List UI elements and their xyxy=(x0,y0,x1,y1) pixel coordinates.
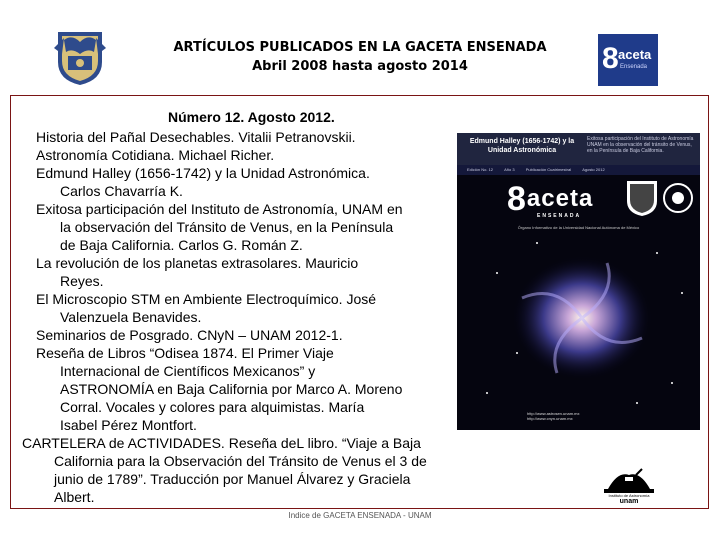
cover-subtitle: Órgano Informativo de la Universidad Nacional Autónoma de México xyxy=(517,225,640,230)
article-entry xyxy=(28,344,498,434)
footer-text: Indice de GACETA ENSENADA - UNAM xyxy=(288,511,432,520)
cover-url: http://www.astrosen.unam.mx xyxy=(527,411,580,416)
article-entry xyxy=(28,128,498,146)
article-line: la observación del Tránsito de Venus, en la Península xyxy=(60,219,394,235)
cover-urls xyxy=(527,411,579,421)
instituto-astronomia-logo xyxy=(598,465,660,509)
article-entry xyxy=(28,254,498,290)
observatory-icon xyxy=(598,465,660,495)
article-entry xyxy=(28,200,498,254)
article-line: El Microscopio STM en Ambiente Electroquímico. José xyxy=(36,291,377,307)
gaceta-logo-sub: Ensenada xyxy=(620,64,648,70)
article-line: Valenzuela Benavides. xyxy=(60,309,202,325)
cover-band-item: Publicación Cuatrimestral xyxy=(525,167,572,172)
article-entry xyxy=(28,164,498,200)
article-line: ASTRONOMÍA en Baja California por Marco A. Moreno xyxy=(60,381,403,397)
article-line: de Baja California. Carlos G. Román Z. xyxy=(60,237,303,253)
issue-title: Número 12. Agosto 2012. xyxy=(168,109,335,125)
cartelera-line: California para la Observación del Tránsito de Venus el 3 de xyxy=(54,453,427,469)
cover-logo-text: aceta xyxy=(526,184,594,212)
ia-line1: Instituto de Astronomía xyxy=(608,493,650,498)
article-list xyxy=(22,128,498,506)
cover-band xyxy=(457,165,700,175)
article-line: Reyes. xyxy=(60,273,104,289)
cover-logo xyxy=(507,180,593,219)
cartelera-entry xyxy=(22,434,498,506)
article-entry xyxy=(28,290,498,326)
article-line: Corral. Vocales y colores para alquimistas. María xyxy=(60,399,365,415)
cover-ia-icon xyxy=(663,179,693,217)
article-line: Internacional de Científicos Mexicanos” y xyxy=(60,363,316,379)
article-line: Edmund Halley (1656-1742) y la Unidad Astronómica. xyxy=(36,165,370,181)
unam-logo-icon xyxy=(50,28,110,88)
svg-text:8: 8 xyxy=(602,42,619,75)
cover-band-item: Edición No. 12 xyxy=(467,167,494,172)
magazine-cover-image xyxy=(457,133,700,430)
cover-band-item: Agosto 2012 xyxy=(582,167,605,172)
article-line: Isabel Pérez Montfort. xyxy=(60,417,197,433)
cover-header xyxy=(457,133,700,165)
cartelera-line: Albert. xyxy=(54,489,95,505)
cover-logo-sub: ENSENADA xyxy=(537,213,582,219)
cartelera-line: junio de 1789”. Traducción por Manuel Álvarez y Graciela xyxy=(54,471,411,487)
article-entry xyxy=(28,326,498,344)
page-title-line1: ARTÍCULOS PUBLICADOS EN LA GACETA ENSENADA xyxy=(173,40,547,55)
cover-side-text: Exitosa participación del Instituto de Astronomía UNAM en la observación del tránsito de Venus, en la Península de Baja California. xyxy=(587,136,694,154)
article-line: Exitosa participación del Instituto de Astronomía, UNAM en xyxy=(36,201,403,217)
cover-url: http://www.cnyn.unam.mx xyxy=(527,416,573,421)
article-line: Seminarios de Posgrado. CNyN – UNAM 2012-1. xyxy=(36,327,343,343)
gaceta-logo-text: aceta xyxy=(618,47,652,62)
article-entry xyxy=(28,146,498,164)
cover-band-item: Año 3 xyxy=(504,167,515,172)
ia-line2: unam xyxy=(619,498,639,505)
galaxy-image xyxy=(457,133,700,430)
cover-headline: Edmund Halley (1656-1742) y la Unidad Astronómica xyxy=(469,138,575,154)
article-line: Astronomía Cotidiana. Michael Richer. xyxy=(36,147,275,163)
article-line: Historia del Pañal Desechables. Vitalii Petranovskii. xyxy=(36,129,356,145)
article-line: Carlos Chavarría K. xyxy=(60,183,183,199)
page-title xyxy=(150,38,570,76)
gaceta-logo-icon xyxy=(598,34,658,86)
page-title-line2: Abril 2008 hasta agosto 2014 xyxy=(252,59,468,74)
ia-logo-text xyxy=(598,493,660,506)
article-line: La revolución de los planetas extrasolares. Mauricio xyxy=(36,255,359,271)
article-line: Reseña de Libros “Odisea 1874. El Primer Viaje xyxy=(36,345,334,361)
cover-unam-icon xyxy=(625,179,659,217)
gaceta-8-icon: 8 xyxy=(507,180,527,218)
cartelera-line: CARTELERA de ACTIVIDADES. Reseña deL libro. “Viaje a Baja xyxy=(22,435,421,451)
